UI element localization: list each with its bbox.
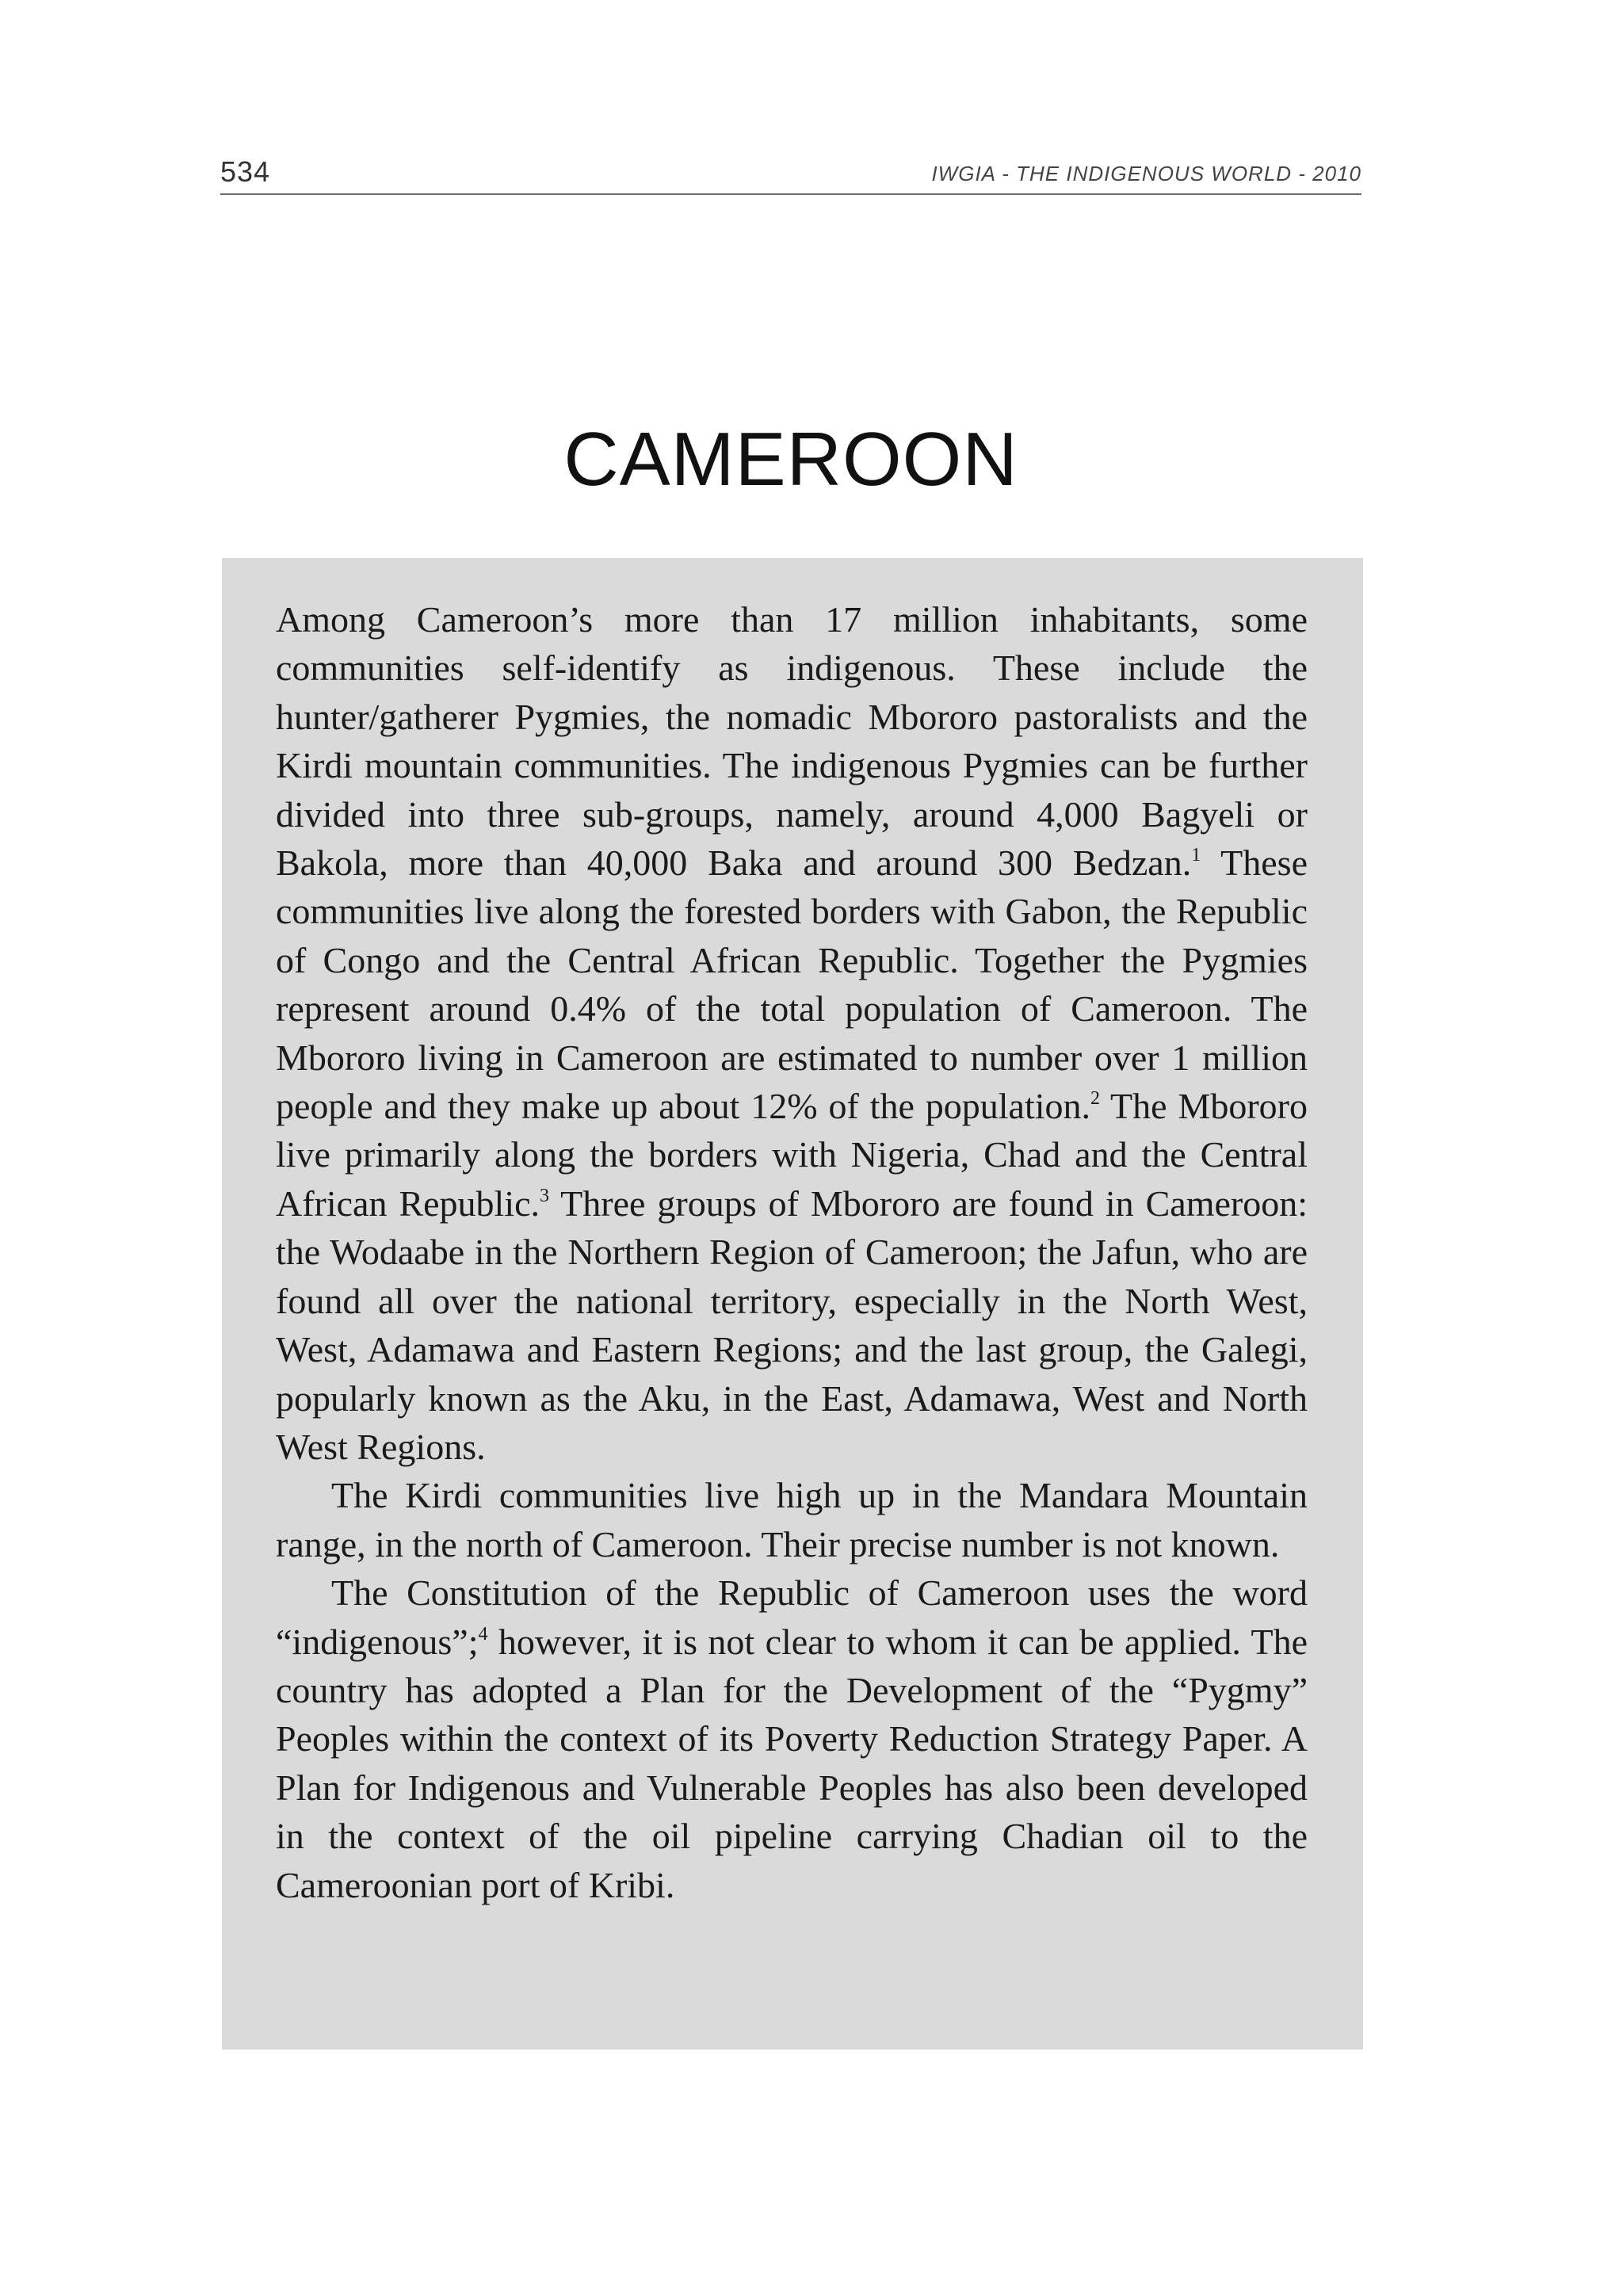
footnote-ref: 1 (1191, 845, 1201, 866)
chapter-title: CAMEROON (563, 417, 1018, 502)
footnote-ref: 2 (1090, 1088, 1101, 1110)
page-number: 534 (220, 155, 271, 188)
text-run: These communities live along the forested borders with Gabon, the Republic of Congo and the Central African Republic. Together the Pygmies represent around 0.4% of the total population of Cameroon. The Mbororo living in Cameroon are estimated to number over 1 million people and they make up about 12% of the population. (276, 842, 1308, 1127)
text-run: however, it is not clear to whom it can be applied. The country has adopted a Plan for the Development of the “Pygmy” Peoples within the context of its Poverty Reduction Strategy Paper. A Plan for Indigenous and Vulnerable Peoples has also been developed in the context of the oil pipeline carrying Chadian oil to the Cameroonian port of Kribi. (276, 1621, 1308, 1905)
footnote-ref: 4 (478, 1623, 488, 1645)
footnote-ref: 3 (540, 1185, 550, 1206)
text-run: The Mbororo live primarily along the borders with Nigeria, Chad and the Central African Republic. (276, 1086, 1308, 1224)
running-header (220, 152, 1361, 195)
text-run: Among Cameroon’s more than 17 million inhabitants, some communities self-identify as indigenous. These include the hunter/gatherer Pygmies, the nomadic Mbororo pastoralists and the Kirdi mountain communities. The indigenous Pygmies can be further divided into three sub-groups, namely, around 4,000 Bagyeli or Bakola, more than 40,000 Baka and around 300 Bedzan. (276, 599, 1308, 884)
text-run: The Constitution of the Republic of Cameroon uses the word “indigenous”; (276, 1572, 1308, 1662)
summary-box (222, 558, 1363, 2050)
summary-paragraph (276, 1568, 1308, 1909)
text-run: Three groups of Mbororo are found in Cameroon: the Wodaabe in the Northern Region of Cameroon; the Jafun, who are found all over the national territory, especially in the North West, West, Adamawa and Eastern Regions; and the last group, the Galegi, popularly known as the Aku, in the East, Adamawa, West and North West Regions. (276, 1182, 1308, 1467)
summary-paragraph: The Kirdi communities live high up in the Mandara Mountain range, in the north of Cameroon. Their precise number is not known. (276, 1475, 1308, 1564)
summary-paragraph (276, 595, 1308, 1471)
running-title: IWGIA - THE INDIGENOUS WORLD - 2010 (931, 162, 1361, 185)
